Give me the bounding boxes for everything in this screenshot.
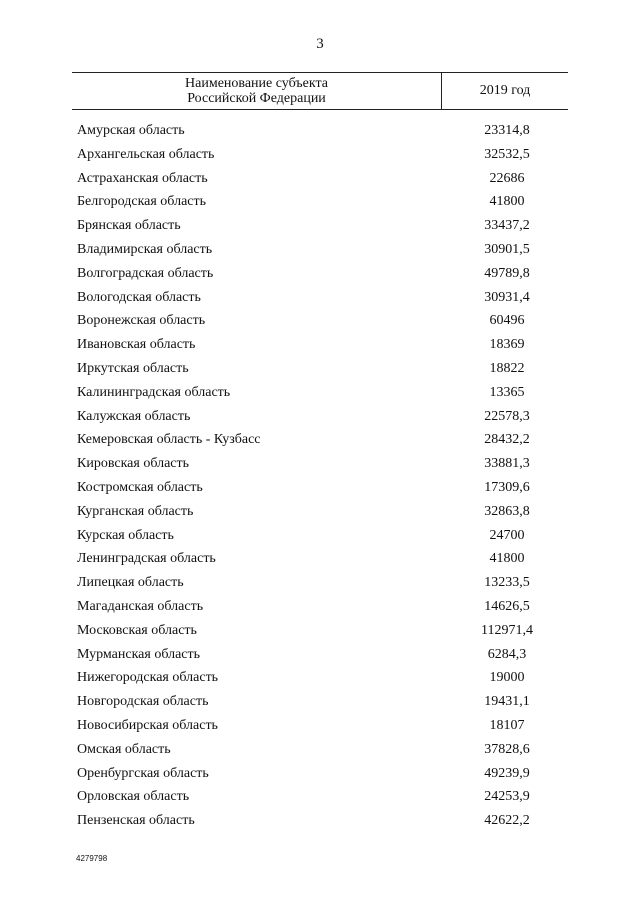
region-value: 19431,1: [484, 694, 530, 710]
region-name: Орловская область: [77, 789, 190, 805]
region-value: 32863,8: [484, 503, 530, 519]
region-name: Нижегородская область: [77, 670, 219, 686]
table-row: [77, 809, 568, 833]
region-name: Иркутская область: [77, 360, 189, 376]
region-value: 33437,2: [484, 218, 530, 234]
region-name: Белгородская область: [77, 194, 207, 210]
table-row: [77, 571, 568, 595]
region-name: Калужская область: [77, 408, 191, 424]
region-value: 49239,9: [484, 765, 530, 781]
region-value: 30901,5: [484, 241, 530, 257]
region-name: Владимирская область: [77, 241, 213, 257]
region-value: 24700: [489, 527, 525, 543]
region-value: 17309,6: [484, 479, 530, 495]
region-name: Костромская область: [77, 479, 203, 495]
table-row: [77, 428, 568, 452]
region-value: 18107: [489, 717, 525, 733]
table-header: [72, 72, 568, 110]
region-name: Брянская область: [77, 218, 181, 234]
header-year: 2019 год: [479, 83, 531, 98]
table-row: [77, 452, 568, 476]
table-row: [77, 643, 568, 667]
region-name: Калининградская область: [77, 384, 231, 400]
region-name: Кировская область: [77, 456, 190, 472]
region-value: 13233,5: [484, 575, 530, 591]
region-value: 30931,4: [484, 289, 530, 305]
table-row: [77, 500, 568, 524]
region-value: 33881,3: [484, 456, 530, 472]
table-row: [77, 738, 568, 762]
region-value: 41800: [489, 194, 525, 210]
region-name: Ленинградская область: [77, 551, 216, 567]
table-row: [77, 405, 568, 429]
region-name: Курганская область: [77, 503, 194, 519]
table-row: [77, 714, 568, 738]
region-name: Новгородская область: [77, 694, 209, 710]
region-name: Мурманская область: [77, 646, 201, 662]
region-value: 18822: [489, 360, 525, 376]
table-row: [77, 167, 568, 191]
region-name: Оренбургская область: [77, 765, 209, 781]
table-body: [77, 119, 568, 833]
table-row: [77, 666, 568, 690]
region-value: 19000: [489, 670, 525, 686]
region-name: Волгоградская область: [77, 265, 214, 281]
region-name: Амурская область: [77, 123, 185, 138]
region-name: Липецкая область: [77, 575, 184, 591]
region-name: Курская область: [77, 527, 174, 543]
region-name: Воронежская область: [77, 313, 206, 329]
region-value: 112971,4: [481, 622, 533, 638]
table-row: [77, 190, 568, 214]
table-row: [77, 619, 568, 643]
table-row: [77, 476, 568, 500]
region-value: 24253,9: [484, 789, 530, 805]
region-value: 22578,3: [484, 408, 530, 424]
region-value: 32532,5: [484, 146, 530, 162]
region-name: Московская область: [77, 622, 197, 638]
region-value: 18369: [489, 337, 525, 353]
region-name: Омская область: [77, 741, 171, 757]
region-name: Вологодская область: [77, 289, 201, 305]
region-value: 49789,8: [484, 265, 530, 281]
table-row: [77, 762, 568, 786]
region-name: Архангельская область: [77, 146, 215, 162]
region-name: Ивановская область: [77, 337, 196, 353]
table-row: [77, 262, 568, 286]
table-row: [77, 690, 568, 714]
table-row: [77, 524, 568, 548]
region-value: 41800: [489, 551, 525, 567]
region-value: 14626,5: [484, 598, 530, 614]
region-value: 37828,6: [484, 741, 530, 757]
table-row: [77, 595, 568, 619]
region-name: Пензенская область: [77, 813, 195, 829]
header-subject-name-line1: Наименование субъекта: [185, 76, 328, 91]
table-row: [77, 309, 568, 333]
header-subject-name-line2: Российской Федерации: [187, 91, 326, 106]
table-row: [77, 785, 568, 809]
region-value: 22686: [489, 170, 525, 186]
table-row: [77, 333, 568, 357]
region-value: 60496: [489, 313, 525, 329]
region-name: Магаданская область: [77, 598, 204, 614]
document-code: 4279798: [76, 854, 108, 863]
region-value: 28432,2: [484, 432, 530, 448]
table-row: [77, 547, 568, 571]
table-row: [77, 143, 568, 167]
table-row: [77, 238, 568, 262]
table-row: [77, 381, 568, 405]
region-value: 6284,3: [487, 646, 527, 662]
region-name: Кемеровская область - Кузбасс: [77, 432, 261, 448]
region-value: 13365: [489, 384, 525, 400]
region-name: Астраханская область: [77, 170, 208, 186]
region-value: 42622,2: [484, 813, 530, 829]
page-number: 3: [316, 36, 324, 52]
table-row: [77, 214, 568, 238]
region-value: 23314,8: [484, 123, 530, 138]
table-row: [77, 286, 568, 310]
table-row: [77, 357, 568, 381]
table-row: [77, 119, 568, 143]
region-name: Новосибирская область: [77, 717, 218, 733]
header-subject-name: [72, 73, 441, 109]
